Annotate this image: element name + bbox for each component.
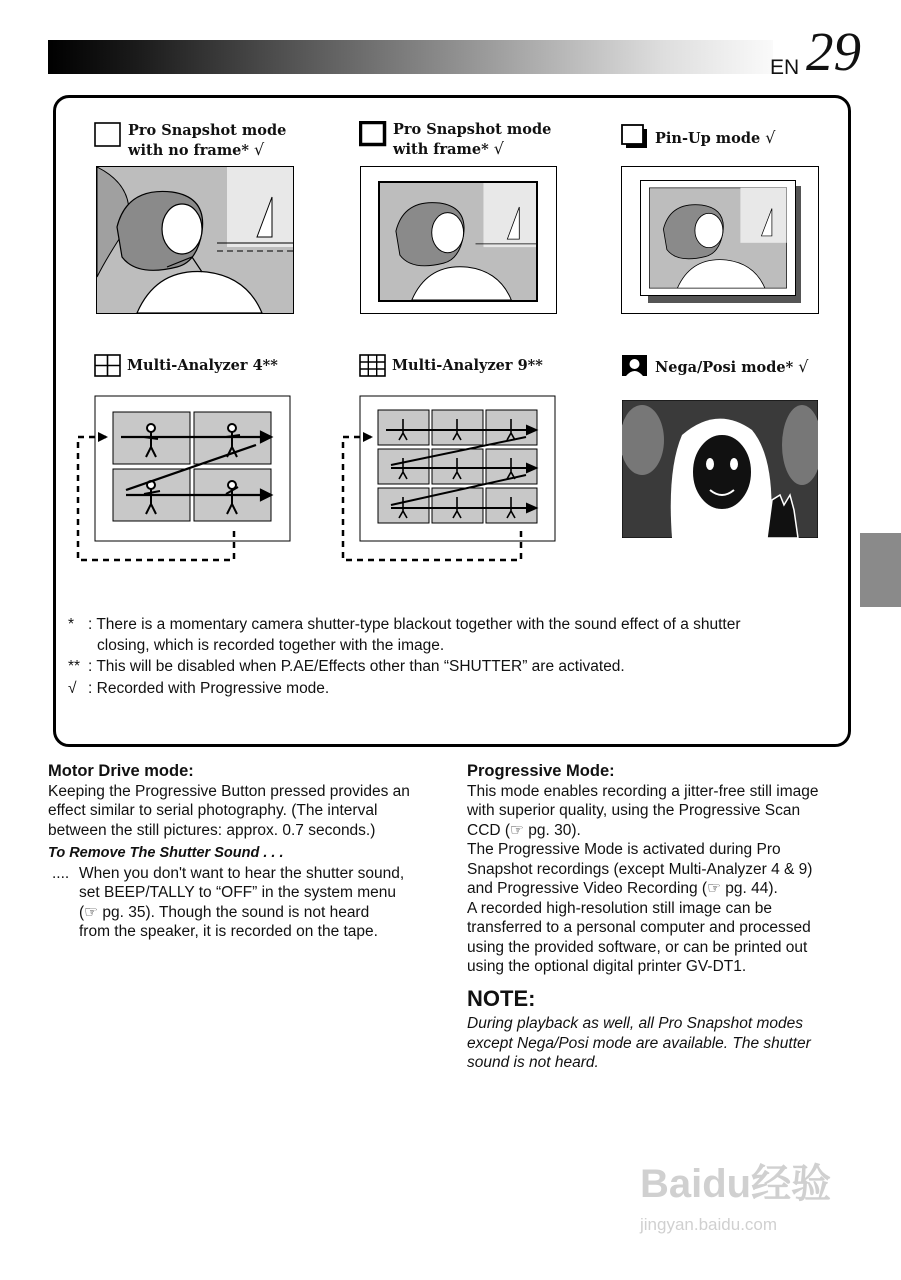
mode-subtitle: with no frame* — [128, 142, 249, 159]
body-line: (☞ pg. 35). Though the sound is not heard — [79, 903, 370, 921]
watermark-brand: Baidu经验 — [640, 1162, 832, 1206]
mode-label-multi-9 — [392, 356, 543, 375]
language-code: EN — [770, 56, 800, 79]
footnote-text: This will be disabled when P.AE/Effects other than “SHUTTER” are activated. — [96, 658, 625, 675]
note-line: During playback as well, all Pro Snapshot modes — [467, 1015, 804, 1032]
footnote-text: Recorded with Progressive mode. — [96, 680, 330, 697]
footnote-progressive — [68, 678, 828, 699]
note-line: except Nega/Posi mode are available. The shutter — [467, 1034, 811, 1052]
motor-drive-section — [48, 762, 448, 942]
page-number: 29 — [806, 21, 861, 82]
footnote-blackout — [68, 614, 828, 656]
progressive-check-mark: √ — [798, 357, 809, 376]
body-line: When you don't want to hear the shutter sound, — [79, 864, 405, 882]
note-title: NOTE: — [467, 986, 536, 1011]
header-gradient-bar — [48, 40, 773, 74]
body-line: Keeping the Progressive Button pressed provides an — [48, 782, 410, 800]
body-line: using the optional digital printer GV-DT1. — [467, 958, 747, 975]
pin-up-example-image — [640, 180, 796, 296]
mode-title: Pin-Up mode — [655, 130, 761, 147]
footnote-mark: ** — [68, 658, 81, 675]
progressive-check-mark: √ — [493, 139, 504, 158]
body-line: This mode enables recording a jitter-free still image — [467, 782, 819, 800]
footnote-mark: * — [68, 616, 75, 633]
mode-label-nega-posi — [655, 357, 808, 377]
footnote-text: There is a momentary camera shutter-type blackout together with the sound effect of a shutter — [96, 616, 741, 633]
body-line: transferred to a personal computer and processed — [467, 919, 811, 936]
multi-analyzer-9-icon — [359, 354, 387, 378]
mode-title: Nega/Posi mode* — [655, 359, 794, 376]
footnote-separator: : — [88, 658, 93, 675]
subheading: To Remove The Shutter Sound . . . — [48, 845, 284, 861]
mode-label-multi-4 — [127, 356, 278, 375]
progressive-check-mark: √ — [254, 140, 265, 159]
footnote-text-cont: closing, which is recorded together with the image. — [97, 637, 445, 654]
bullet-dots: .... — [52, 864, 70, 882]
body-line: and Progressive Video Recording (☞ pg. 44). — [467, 880, 778, 897]
pin-up-icon — [621, 124, 649, 150]
with-frame-example-image — [378, 181, 538, 302]
body-line: A recorded high-resolution still image can be — [467, 899, 773, 917]
footnote-separator: : — [88, 616, 93, 633]
section-heading: Motor Drive mode: — [48, 762, 194, 780]
mode-title: Multi-Analyzer 4** — [127, 357, 278, 374]
body-line: Snapshot recordings (except Multi-Analyzer 4 & 9) — [467, 860, 813, 878]
body-line: CCD (☞ pg. 30). — [467, 821, 581, 839]
mode-label-with-frame — [393, 120, 551, 159]
note-line: sound is not heard. — [467, 1054, 599, 1071]
footnote-disabled — [68, 656, 828, 677]
multi-analyzer-4-example — [76, 395, 292, 565]
mode-label-pin-up — [655, 128, 775, 148]
multi-analyzer-9-example — [341, 395, 557, 565]
progressive-check-mark: √ — [765, 128, 776, 147]
mode-title: Pro Snapshot mode — [393, 121, 552, 138]
footnote-mark: √ — [68, 680, 77, 697]
body-line: The Progressive Mode is activated during Pro — [467, 841, 781, 858]
section-heading: Progressive Mode: — [467, 762, 615, 780]
note-body — [467, 1014, 867, 1073]
body-line: with superior quality, using the Progressive Scan — [467, 802, 801, 819]
nega-posi-example-image — [622, 400, 818, 538]
mode-title: Multi-Analyzer 9** — [392, 357, 543, 374]
no-frame-example-image — [96, 166, 294, 314]
mode-title: Pro Snapshot mode — [128, 122, 287, 139]
no-frame-icon — [94, 122, 122, 148]
section-tab — [860, 533, 901, 607]
mode-label-no-frame — [128, 121, 286, 160]
body-line: from the speaker, it is recorded on the tape. — [79, 923, 378, 940]
nega-posi-icon — [621, 354, 649, 378]
body-line: set BEEP/TALLY to “OFF” in the system menu — [79, 884, 397, 901]
multi-analyzer-4-icon — [94, 354, 122, 378]
body-line: using the provided software, or can be printed out — [467, 938, 808, 956]
mode-subtitle: with frame* — [393, 141, 489, 158]
body-line: between the still pictures: approx. 0.7 seconds.) — [48, 821, 376, 839]
watermark-url: jingyan.baidu.com — [640, 1215, 778, 1234]
progressive-section — [467, 762, 867, 977]
footnote-separator: : — [88, 680, 93, 697]
with-frame-icon — [359, 121, 387, 147]
body-line: effect similar to serial photography. (The interval — [48, 802, 378, 819]
